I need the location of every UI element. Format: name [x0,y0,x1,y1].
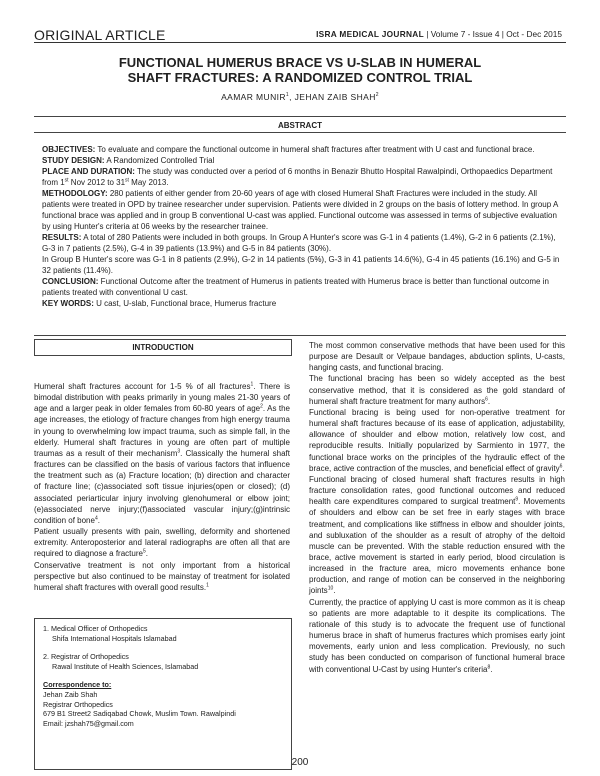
intro-paragraph-3: Conservative treatment is not only important from a historical perspective but also continued to be mainstay of treatment for isolated humeral shaft fractures with overall good results.$^1$ [34,560,290,592]
intro-paragraph-1: Humeral shaft fractures account for 1-5 % of all fractures$^1$. There is bimodal distribution with peaks primarily in young males 21-30 years of age and a larger peak in older females from 60-80 years of age$^2$. As the age increases, the etiology of fracture changes from high energy trauma in young to overwhelming low impact trauma, such as simple fall, in the elderly. Humeral shaft fractures in young are often part of multiple traumas as a result of their mechanism$^3$. Classically the humeral shaft fractures can be classified on the basis of various factors that influence the treatment such as (a) Fracture location; (b) direction and character of fracture line; (c)associated soft tissue injuries(open or closed); (d) associated periarticular injury involving glenohumeral or elbow joint; (e)associated nerve injury;(f)associated vascular injury;(g)intrinsic condition of bone$^4$. [34,381,291,525]
abstract-objectives: OBJECTIVES: To evaluate and compare the functional outcome in humeral shaft fractures after treatment with U cast and functional brace. [42,145,535,154]
correspondence-address: 679 B1 Street2 Sadiqabad Chowk, Muslim Town. Rawalpindi [43,709,236,719]
left-column [34,381,290,593]
page-number: 200 [291,757,309,768]
affiliation-1-role: 1. Medical Officer of Orthopedics [43,624,148,633]
affiliation-1-institution: Shifa International Hospitals Islamabad [52,633,177,643]
correspondence-label: Correspondence to: [43,680,112,690]
section-label: ORIGINAL ARTICLE [34,27,166,43]
abstract-results: RESULTS: A total of 280 Patients were included in both groups. In Group A Hunter's score was G-1 in 4 patients (1.4%), G-2 in 6 patients (2.1%), G-3 in 7 patients (2.5%), G-4 in 39 patients (13.9%) and G-5 in 84 patients (30%). [42,233,556,253]
right-column [309,340,565,675]
journal-name: ISRA MEDICAL JOURNAL [316,29,424,39]
abstract-design: STUDY DESIGN: A Randomized Controlled Trial [42,156,215,165]
author-1-sup: 1 [285,92,290,99]
abstract-place: PLACE AND DURATION: The study was conducted over a period of 6 months in Benazir Bhutto Hospital Rawalpindi, Orthopaedics Department from 1st Nov 2012 to 31st May 2013. [42,167,553,187]
correspondence-name: Jehan Zaib Shah [43,689,98,699]
authors: AAMAR MUNIR$^1$, JEHAN ZAIB SHAH$^2$ [221,92,379,102]
intro-paragraph-8: Currently, the practice of applying U cast is more common as it is cheap so patients are more adaptable to it despite its complications. The rationale of this study is to advocate the frequent use of functional humerus brace in shaft of humerus fractures which promises early joint movements, early union and less complication. Previously, no such study has been conducted on comparison of functional humeral brace with conventional U-Cast by using Hunter's criteria$^8$. [309,597,565,674]
abstract-conclusion: CONCLUSION: Functional Outcome after the treatment of Humerus in patients treated with Humerus brace is better than functional outcome in patients treated with conventional U cast. [42,277,549,297]
abstract-results-b: In Group B Hunter's score was G-1 in 8 patients (2.9%), G-2 in 14 patients (5%), G-3 in 41 patients 14.6(%), G-4 in 45 patients (16.1%) and G-5 in 32 patients (11.4%). [42,255,560,275]
affiliations-box [34,618,292,770]
abstract-box [34,116,566,336]
intro-paragraph-7: Functional bracing of closed humeral shaft fractures results in high fracture consolidation rates, good functional outcomes and reduced health care expenditures compared to surgical treatment$^9$. Movements of shoulders and elbow can be set free in early stages with brace treatment, and complications like stiffness in elbow and shoulder joints, and subluxation of the shoulder as a result of atrophy of the deltoid muscle can be prevented. With the stable reduction ensured with the brace, active movement is started in early period, blood circulation is increased in the fracture area, micro movements enhance bone production, and range of motion can be conserved in the neighboring joints$^{10}$. [309,474,566,596]
introduction-heading: INTRODUCTION [132,343,194,352]
abstract-keywords: KEY WORDS: U cast, U-slab, Functional brace, Humerus fracture [42,299,277,308]
abstract-heading: ABSTRACT [278,121,322,130]
abstract-methodology: METHODOLOGY: 280 patients of either gender from 20-60 years of age with closed Humeral Shaft Fractures were included in the study. All patients were treated in OPD by trainee researcher under supervision. Patients were divided in 2 groups on the basis of lottery method. In group A functional brace was applied and in group B conventional U-cast was applied. Functional outcome was assessed in terms of subjective evaluation by using Hunter's criteria at 06 weeks by the researcher trainee. [42,189,558,231]
abstract-body [42,144,560,309]
correspondence-email[interactable]: Email: jzshah75@gmail.com [43,718,134,728]
title-line-1: FUNCTIONAL HUMERUS BRACE VS U-SLAB IN HUMERAL [118,55,482,70]
intro-paragraph-2: Patient usually presents with pain, swelling, deformity and shortened extremity. Anteroposterior and lateral radiographs are often all that are required to diagnose a fracture$^5$. [34,527,290,559]
correspondence-title: Registrar Orthopedics [43,699,113,709]
intro-paragraph-5: The functional bracing has been so widely accepted as the best conservative method, that it is considered as the gold standard of humeral shaft fracture treatment for many authors$^6$. [309,374,565,406]
author-2: JEHAN ZAIB SHAH [294,92,376,102]
journal-info [316,29,562,39]
issue-info: | Volume 7 - Issue 4 | Oct - Dec 2015 [423,29,562,39]
title-line-2: SHAFT FRACTURES: A RANDOMIZED CONTROL TRIAL [127,70,473,85]
intro-paragraph-4: The most common conservative methods that have been used for this purpose are Desault or Velpaue bandages, abduction splints, U-casts, hanging casts, and functional bracing. [309,341,565,373]
introduction-heading-box [34,339,292,356]
intro-paragraph-6: Functional bracing is being used for non-operative treatment for humeral shaft fractures because of its ease of application, adjustability, allowance of shoulder and elbow motion, relatively low cost, and reproducible results. Initially popularized by Sarmiento in 1977, the functional brace works on the principles of the hydraulic effect of the brace, active contraction of the muscles, and beneficial effect of gravity$^6$. [309,407,565,473]
affiliation-2-institution: Rawal Institute of Health Sciences, Islamabad [52,661,199,671]
abstract-heading-rule [34,132,566,133]
affiliation-2-role: 2. Registrar of Orthopedics [43,652,129,662]
article-title [34,55,566,85]
author-2-sup: 2 [375,92,379,99]
header-rule [34,42,566,43]
author-1: AAMAR MUNIR [221,92,286,102]
